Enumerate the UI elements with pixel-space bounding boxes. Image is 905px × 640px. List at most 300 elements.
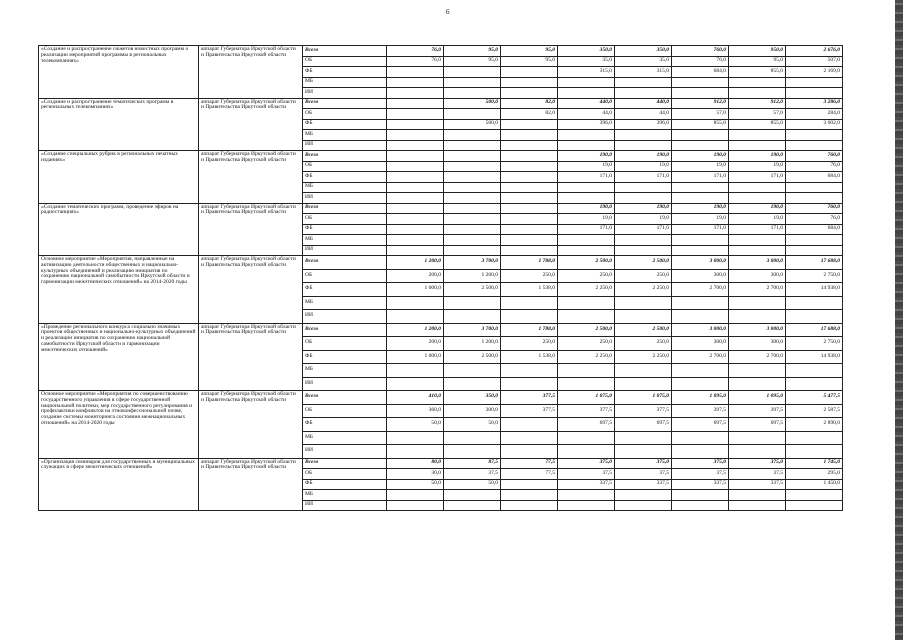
executor-cell: аппарат Губернатора Иркутской области и Правительства Иркутской области xyxy=(199,323,303,391)
amount-cell: 171,0 xyxy=(615,224,672,235)
amount-cell: 250,0 xyxy=(558,337,615,351)
amount-cell xyxy=(558,245,615,256)
amount-cell: 697,5 xyxy=(615,418,672,432)
amount-cell xyxy=(729,182,786,193)
amount-cell: 76,0 xyxy=(387,56,444,67)
amount-cell: 337,5 xyxy=(615,479,672,490)
amount-cell xyxy=(387,67,444,78)
amount-cell xyxy=(729,500,786,511)
funding-source: ОБ xyxy=(303,109,387,120)
amount-cell xyxy=(444,151,501,162)
amount-cell xyxy=(672,490,729,501)
amount-cell: 1 745,0 xyxy=(786,458,843,469)
amount-cell xyxy=(672,193,729,204)
amount-cell xyxy=(501,119,558,130)
amount-cell: 19,0 xyxy=(558,214,615,225)
amount-cell xyxy=(786,364,843,378)
amount-cell xyxy=(672,77,729,88)
funding-source: ОБ xyxy=(303,269,387,283)
funding-source: ФБ xyxy=(303,479,387,490)
amount-cell xyxy=(444,214,501,225)
amount-cell xyxy=(729,77,786,88)
amount-cell: 80,0 xyxy=(387,458,444,469)
funding-source: ФБ xyxy=(303,119,387,130)
activity-name: «Проведение регионального конкурса социально значимых проектов общественных и национально-культурных объединений и реализации инициатив по сохранению национальной самобытности Иркутской области и гармонизации межэтнических отношений» xyxy=(39,323,199,391)
amount-cell: 76,0 xyxy=(387,46,444,57)
amount-cell xyxy=(672,140,729,151)
amount-cell: 57,0 xyxy=(729,109,786,120)
amount-cell: 3 000,0 xyxy=(729,323,786,337)
funding-source: ФБ xyxy=(303,172,387,183)
amount-cell: 410,0 xyxy=(387,391,444,405)
amount-cell xyxy=(558,445,615,459)
amount-cell: 1 538,0 xyxy=(501,350,558,364)
amount-cell xyxy=(387,490,444,501)
amount-cell xyxy=(672,182,729,193)
amount-cell: 37,5 xyxy=(444,469,501,480)
funding-source: МБ xyxy=(303,130,387,141)
amount-cell: 190,0 xyxy=(558,151,615,162)
amount-cell: 1 200,0 xyxy=(387,256,444,270)
amount-cell xyxy=(558,431,615,445)
funding-source: ИИ xyxy=(303,445,387,459)
amount-cell: 2 500,0 xyxy=(444,350,501,364)
amount-cell: 855,0 xyxy=(729,67,786,78)
amount-cell xyxy=(444,296,501,310)
amount-cell: 250,0 xyxy=(558,269,615,283)
amount-cell: 1 075,0 xyxy=(558,391,615,405)
amount-cell: 350,0 xyxy=(444,391,501,405)
amount-cell xyxy=(558,182,615,193)
amount-cell: 14 938,0 xyxy=(786,283,843,297)
amount-cell xyxy=(729,445,786,459)
amount-cell: 250,0 xyxy=(615,269,672,283)
amount-cell xyxy=(786,500,843,511)
amount-cell: 360,0 xyxy=(387,404,444,418)
amount-cell xyxy=(501,203,558,214)
funding-source: Всего xyxy=(303,323,387,337)
funding-source: ИИ xyxy=(303,140,387,151)
amount-cell xyxy=(558,490,615,501)
amount-cell xyxy=(786,445,843,459)
executor-cell: аппарат Губернатора Иркутской области и Правительства Иркутской области xyxy=(199,256,303,324)
amount-cell: 95,0 xyxy=(501,46,558,57)
table-row xyxy=(39,458,843,469)
funding-source: МБ xyxy=(303,431,387,445)
amount-cell xyxy=(387,364,444,378)
amount-cell xyxy=(786,130,843,141)
scan-edge-shadow xyxy=(895,0,903,640)
amount-cell: 19,0 xyxy=(729,214,786,225)
amount-cell: 440,0 xyxy=(615,98,672,109)
activity-name: «Организация семинаров для государственных и муниципальных служащих в сфере межэтнических отношений» xyxy=(39,458,199,511)
amount-cell: 77,5 xyxy=(501,469,558,480)
amount-cell xyxy=(558,377,615,391)
amount-cell: 2 500,0 xyxy=(444,283,501,297)
activity-name: «Создание и распространение тематических программ в региональных телекомпаниях» xyxy=(39,98,199,151)
amount-cell xyxy=(558,364,615,378)
amount-cell xyxy=(387,203,444,214)
funding-source: ОБ xyxy=(303,337,387,351)
amount-cell: 2 700,0 xyxy=(729,283,786,297)
amount-cell xyxy=(615,182,672,193)
amount-cell xyxy=(729,377,786,391)
amount-cell: 500,0 xyxy=(444,98,501,109)
funding-source: ОБ xyxy=(303,56,387,67)
amount-cell: 2 700,0 xyxy=(672,283,729,297)
amount-cell: 3 700,0 xyxy=(444,256,501,270)
funding-source: ОБ xyxy=(303,469,387,480)
amount-cell: 295,0 xyxy=(786,469,843,480)
amount-cell: 697,5 xyxy=(729,418,786,432)
amount-cell xyxy=(786,310,843,324)
amount-cell xyxy=(444,245,501,256)
amount-cell: 1 788,0 xyxy=(501,323,558,337)
amount-cell xyxy=(387,214,444,225)
amount-cell: 912,0 xyxy=(729,98,786,109)
amount-cell xyxy=(444,377,501,391)
amount-cell xyxy=(444,445,501,459)
amount-cell: 19,0 xyxy=(615,161,672,172)
table-row xyxy=(39,323,843,337)
program-funding-table xyxy=(38,45,843,511)
amount-cell xyxy=(786,77,843,88)
amount-cell: 190,0 xyxy=(672,151,729,162)
amount-cell: 250,0 xyxy=(501,269,558,283)
amount-cell: 50,0 xyxy=(444,479,501,490)
amount-cell: 300,0 xyxy=(672,269,729,283)
amount-cell: 171,0 xyxy=(672,172,729,183)
amount-cell xyxy=(558,310,615,324)
amount-cell: 1 075,0 xyxy=(615,391,672,405)
amount-cell: 760,0 xyxy=(786,203,843,214)
amount-cell: 2 890,0 xyxy=(786,418,843,432)
amount-cell xyxy=(387,235,444,246)
amount-cell xyxy=(387,161,444,172)
funding-source: ФБ xyxy=(303,67,387,78)
amount-cell: 1 000,0 xyxy=(387,283,444,297)
amount-cell xyxy=(501,479,558,490)
amount-cell: 350,0 xyxy=(615,46,672,57)
amount-cell: 3 002,0 xyxy=(786,119,843,130)
amount-cell xyxy=(444,500,501,511)
amount-cell: 375,0 xyxy=(615,458,672,469)
amount-cell: 855,0 xyxy=(729,119,786,130)
amount-cell xyxy=(444,88,501,99)
amount-cell: 35,0 xyxy=(615,56,672,67)
funding-source: Всего xyxy=(303,151,387,162)
funding-source: ИИ xyxy=(303,88,387,99)
amount-cell xyxy=(444,310,501,324)
amount-cell: 397,5 xyxy=(729,404,786,418)
amount-cell: 1 095,0 xyxy=(729,391,786,405)
amount-cell: 37,5 xyxy=(615,469,672,480)
funding-source: ИИ xyxy=(303,245,387,256)
amount-cell xyxy=(444,161,501,172)
amount-cell: 2 250,0 xyxy=(558,350,615,364)
amount-cell xyxy=(729,364,786,378)
amount-cell xyxy=(615,500,672,511)
amount-cell: 19,0 xyxy=(729,161,786,172)
amount-cell xyxy=(387,172,444,183)
amount-cell: 950,0 xyxy=(729,46,786,57)
activity-name: «Создание и распространение сюжетов новостных программ о реализации мероприятий программы в региональных телекомпаниях» xyxy=(39,46,199,99)
amount-cell xyxy=(786,377,843,391)
executor-cell: аппарат Губернатора Иркутской области и Правительства Иркутской области xyxy=(199,203,303,256)
amount-cell: 2 250,0 xyxy=(615,283,672,297)
amount-cell xyxy=(387,151,444,162)
amount-cell xyxy=(672,377,729,391)
amount-cell: 2 700,0 xyxy=(729,350,786,364)
activity-name: Основное мероприятие «Мероприятия, направленные на активизацию деятельности общественных и национально-культурных объединений и реализацию инициатив по сохранению национальной самобытности Иркутской области и гармонизации межэтнических отношений» на 2014-2020 годы xyxy=(39,256,199,324)
amount-cell xyxy=(558,130,615,141)
executor-cell: аппарат Губернатора Иркутской области и Правительства Иркутской области xyxy=(199,46,303,99)
executor-cell: аппарат Губернатора Иркутской области и Правительства Иркутской области xyxy=(199,458,303,511)
amount-cell xyxy=(501,500,558,511)
amount-cell: 2 250,0 xyxy=(558,283,615,297)
amount-cell xyxy=(786,88,843,99)
amount-cell xyxy=(387,245,444,256)
amount-cell: 14 938,0 xyxy=(786,350,843,364)
amount-cell: 87,5 xyxy=(444,458,501,469)
amount-cell: 375,0 xyxy=(558,458,615,469)
amount-cell: 190,0 xyxy=(615,151,672,162)
amount-cell xyxy=(501,235,558,246)
amount-cell: 95,0 xyxy=(444,46,501,57)
amount-cell xyxy=(387,296,444,310)
funding-source: ИИ xyxy=(303,500,387,511)
amount-cell: 3 700,0 xyxy=(444,323,501,337)
amount-cell xyxy=(615,431,672,445)
amount-cell: 1 538,0 xyxy=(501,283,558,297)
amount-cell: 1 450,0 xyxy=(786,479,843,490)
funding-source: ФБ xyxy=(303,283,387,297)
amount-cell: 684,0 xyxy=(786,224,843,235)
amount-cell xyxy=(615,130,672,141)
amount-cell: 2 750,0 xyxy=(786,269,843,283)
amount-cell: 95,0 xyxy=(444,56,501,67)
amount-cell xyxy=(615,296,672,310)
funding-source: ФБ xyxy=(303,418,387,432)
amount-cell xyxy=(672,130,729,141)
amount-cell: 171,0 xyxy=(729,172,786,183)
amount-cell xyxy=(615,310,672,324)
amount-cell: 684,0 xyxy=(786,172,843,183)
amount-cell: 855,0 xyxy=(672,119,729,130)
amount-cell xyxy=(615,377,672,391)
amount-cell: 17 688,0 xyxy=(786,323,843,337)
amount-cell xyxy=(444,140,501,151)
amount-cell xyxy=(615,77,672,88)
amount-cell: 82,0 xyxy=(501,98,558,109)
amount-cell: 397,5 xyxy=(672,404,729,418)
amount-cell xyxy=(501,140,558,151)
amount-cell: 190,0 xyxy=(558,203,615,214)
amount-cell xyxy=(444,203,501,214)
amount-cell xyxy=(501,364,558,378)
amount-cell: 440,0 xyxy=(558,98,615,109)
amount-cell xyxy=(558,500,615,511)
amount-cell xyxy=(501,445,558,459)
amount-cell xyxy=(387,182,444,193)
amount-cell xyxy=(387,500,444,511)
amount-cell xyxy=(615,490,672,501)
amount-cell xyxy=(444,431,501,445)
amount-cell: 1 200,0 xyxy=(444,269,501,283)
amount-cell xyxy=(558,193,615,204)
amount-cell: 82,0 xyxy=(501,109,558,120)
amount-cell: 2 587,5 xyxy=(786,404,843,418)
amount-cell: 396,0 xyxy=(615,119,672,130)
amount-cell: 697,5 xyxy=(558,418,615,432)
funding-source: МБ xyxy=(303,235,387,246)
amount-cell: 760,0 xyxy=(672,46,729,57)
funding-source: Всего xyxy=(303,203,387,214)
funding-source: ОБ xyxy=(303,404,387,418)
amount-cell xyxy=(729,490,786,501)
amount-cell: 30,0 xyxy=(387,469,444,480)
amount-cell xyxy=(444,172,501,183)
funding-source: Всего xyxy=(303,458,387,469)
amount-cell xyxy=(387,130,444,141)
table-row xyxy=(39,391,843,405)
amount-cell xyxy=(387,140,444,151)
amount-cell xyxy=(387,88,444,99)
amount-cell: 337,5 xyxy=(558,479,615,490)
activity-name: Основное мероприятие «Мероприятия по совершенствованию государственного управления в сфере государственной национальной политики, мер государственного регулирования и профилактики конфликтов на этноконфессиональной почве, создание системы мониторинга состояния межнациональных отношений» на 2014-2020 годы xyxy=(39,391,199,459)
amount-cell: 2 750,0 xyxy=(786,337,843,351)
amount-cell xyxy=(672,500,729,511)
amount-cell xyxy=(501,67,558,78)
executor-cell: аппарат Губернатора Иркутской области и Правительства Иркутской области xyxy=(199,391,303,459)
amount-cell xyxy=(786,490,843,501)
amount-cell xyxy=(501,88,558,99)
amount-cell xyxy=(615,88,672,99)
amount-cell: 171,0 xyxy=(672,224,729,235)
amount-cell: 2 500,0 xyxy=(558,256,615,270)
funding-source: ИИ xyxy=(303,310,387,324)
amount-cell: 2 700,0 xyxy=(672,350,729,364)
amount-cell: 50,0 xyxy=(387,418,444,432)
amount-cell xyxy=(786,182,843,193)
table-row xyxy=(39,256,843,270)
funding-source: Всего xyxy=(303,98,387,109)
amount-cell xyxy=(672,235,729,246)
amount-cell: 19,0 xyxy=(615,214,672,225)
amount-cell: 2 676,0 xyxy=(786,46,843,57)
amount-cell xyxy=(729,431,786,445)
table-row xyxy=(39,98,843,109)
activity-name: «Создание специальных рубрик в региональных печатных изданиях» xyxy=(39,151,199,204)
amount-cell: 95,0 xyxy=(501,56,558,67)
funding-source: ФБ xyxy=(303,350,387,364)
amount-cell xyxy=(558,77,615,88)
amount-cell: 19,0 xyxy=(558,161,615,172)
amount-cell xyxy=(444,130,501,141)
page-number: 6 xyxy=(446,8,450,16)
amount-cell: 2 500,0 xyxy=(558,323,615,337)
amount-cell xyxy=(558,88,615,99)
funding-source: ОБ xyxy=(303,161,387,172)
amount-cell xyxy=(501,418,558,432)
funding-source: МБ xyxy=(303,364,387,378)
amount-cell xyxy=(444,67,501,78)
amount-cell: 50,0 xyxy=(387,479,444,490)
amount-cell xyxy=(786,193,843,204)
amount-cell: 200,0 xyxy=(387,269,444,283)
amount-cell: 300,0 xyxy=(729,337,786,351)
amount-cell: 37,5 xyxy=(672,469,729,480)
amount-cell: 1 000,0 xyxy=(387,350,444,364)
amount-cell xyxy=(615,245,672,256)
amount-cell: 250,0 xyxy=(501,337,558,351)
amount-cell: 190,0 xyxy=(729,203,786,214)
amount-cell: 171,0 xyxy=(558,224,615,235)
amount-cell xyxy=(729,193,786,204)
amount-cell xyxy=(387,445,444,459)
amount-cell: 337,5 xyxy=(729,479,786,490)
amount-cell: 44,0 xyxy=(558,109,615,120)
amount-cell xyxy=(501,377,558,391)
amount-cell xyxy=(501,310,558,324)
amount-cell xyxy=(387,98,444,109)
amount-cell xyxy=(558,235,615,246)
amount-cell xyxy=(501,193,558,204)
amount-cell xyxy=(615,140,672,151)
amount-cell xyxy=(501,172,558,183)
funding-source: МБ xyxy=(303,296,387,310)
amount-cell: 200,0 xyxy=(387,337,444,351)
amount-cell: 912,0 xyxy=(672,98,729,109)
amount-cell xyxy=(729,296,786,310)
amount-cell: 375,0 xyxy=(672,458,729,469)
amount-cell: 2 250,0 xyxy=(615,350,672,364)
amount-cell: 77,5 xyxy=(501,458,558,469)
amount-cell: 5 477,5 xyxy=(786,391,843,405)
amount-cell: 76,0 xyxy=(672,56,729,67)
amount-cell: 95,0 xyxy=(729,56,786,67)
amount-cell xyxy=(444,364,501,378)
funding-source: МБ xyxy=(303,77,387,88)
funding-source: ОБ xyxy=(303,214,387,225)
amount-cell xyxy=(387,224,444,235)
amount-cell xyxy=(501,296,558,310)
amount-cell xyxy=(444,224,501,235)
amount-cell: 171,0 xyxy=(729,224,786,235)
funding-source: Всего xyxy=(303,391,387,405)
amount-cell xyxy=(615,445,672,459)
amount-cell: 44,0 xyxy=(615,109,672,120)
amount-cell xyxy=(387,119,444,130)
amount-cell: 190,0 xyxy=(615,203,672,214)
amount-cell xyxy=(672,310,729,324)
amount-cell: 375,0 xyxy=(729,458,786,469)
amount-cell: 2 500,0 xyxy=(615,256,672,270)
amount-cell xyxy=(501,182,558,193)
funding-source: Всего xyxy=(303,256,387,270)
amount-cell: 50,0 xyxy=(444,418,501,432)
amount-cell: 315,0 xyxy=(558,67,615,78)
amount-cell: 3 286,0 xyxy=(786,98,843,109)
funding-source: Всего xyxy=(303,46,387,57)
amount-cell xyxy=(672,445,729,459)
amount-cell: 19,0 xyxy=(672,214,729,225)
amount-cell: 760,0 xyxy=(786,151,843,162)
amount-cell xyxy=(444,109,501,120)
amount-cell: 190,0 xyxy=(729,151,786,162)
amount-cell xyxy=(615,235,672,246)
amount-cell: 500,0 xyxy=(444,119,501,130)
